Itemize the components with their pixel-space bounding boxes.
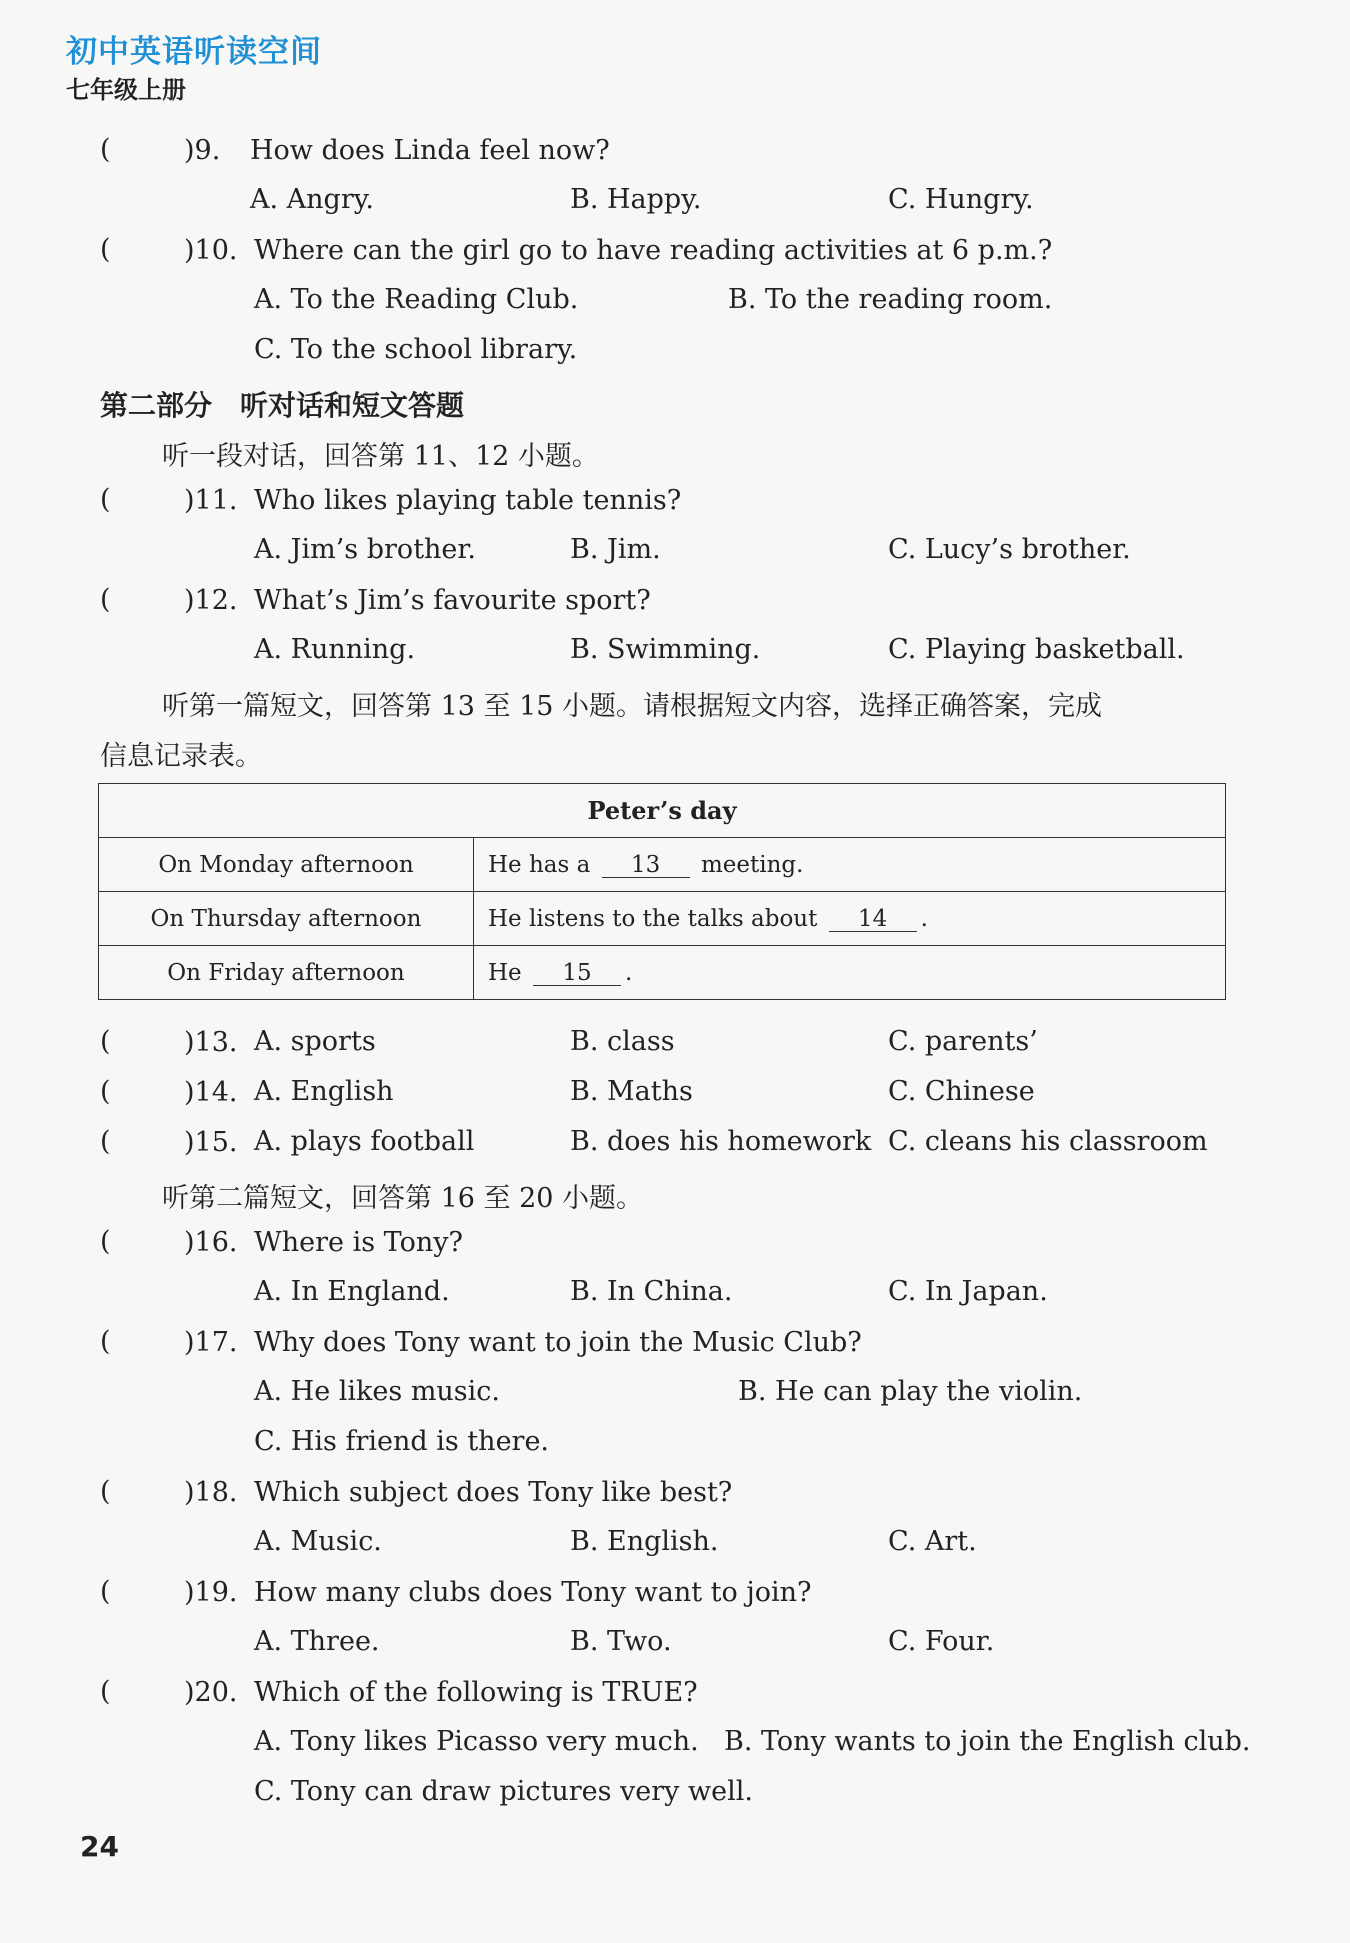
question-text: Where is Tony? xyxy=(254,1227,463,1258)
question-text: Why does Tony want to join the Music Club? xyxy=(254,1327,862,1358)
instruction: 听第一篇短文，回答第 13 至 15 小题。请根据短文内容，选择正确答案，完成 xyxy=(162,691,1103,722)
option-b: B. Two. xyxy=(570,1626,672,1657)
answer-paren[interactable]: ( xyxy=(100,1576,111,1607)
table-row xyxy=(99,946,1226,1000)
question-number: )19. xyxy=(184,1577,238,1608)
option-c: C. Playing basketball. xyxy=(888,634,1185,665)
answer-paren[interactable]: ( xyxy=(100,584,111,615)
table-time: On Thursday afternoon xyxy=(99,892,474,946)
book-subtitle: 七年级上册 xyxy=(66,75,186,104)
option-c: C. Lucy’s brother. xyxy=(888,534,1131,565)
option-c: C. parents’ xyxy=(888,1026,1038,1057)
option-c: C. Tony can draw pictures very well. xyxy=(254,1776,753,1807)
question-text: Who likes playing table tennis? xyxy=(254,485,682,516)
question-number: )15. xyxy=(184,1127,238,1158)
question-number: )12. xyxy=(184,585,238,616)
answer-paren[interactable]: ( xyxy=(100,1476,111,1507)
option-b: B. He can play the violin. xyxy=(738,1376,1083,1407)
table-row xyxy=(99,892,1226,946)
answer-paren[interactable]: ( xyxy=(100,1676,111,1707)
question-text: Which of the following is TRUE? xyxy=(254,1677,698,1708)
option-a: A. Three. xyxy=(254,1626,380,1657)
option-a: A. Music. xyxy=(254,1526,382,1557)
option-c: C. Four. xyxy=(888,1626,995,1657)
detail-text: meeting. xyxy=(700,851,804,878)
option-a: A. Jim’s brother. xyxy=(254,534,476,565)
instruction: 听第二篇短文，回答第 16 至 20 小题。 xyxy=(162,1183,644,1214)
answer-paren[interactable]: ( xyxy=(100,484,111,515)
answer-blank[interactable]: 15 xyxy=(533,961,621,986)
option-b: B. English. xyxy=(570,1526,719,1557)
option-b: B. Maths xyxy=(570,1076,693,1107)
page-number: 24 xyxy=(80,1830,119,1863)
option-a: A. He likes music. xyxy=(254,1376,501,1407)
question-text: Which subject does Tony like best? xyxy=(254,1477,733,1508)
table-title: Peter’s day xyxy=(99,784,1226,838)
table-time: On Friday afternoon xyxy=(99,946,474,1000)
option-c: C. Hungry. xyxy=(888,184,1034,215)
question-number: )13. xyxy=(184,1027,238,1058)
option-b: B. class xyxy=(570,1026,675,1057)
option-b: B. Tony wants to join the English club. xyxy=(724,1726,1251,1757)
detail-text: He xyxy=(488,959,522,986)
question-text: Where can the girl go to have reading activities at 6 p.m.? xyxy=(254,235,1053,266)
answer-paren[interactable]: ( xyxy=(100,234,111,265)
detail-text: . xyxy=(624,959,633,986)
option-a: A. In England. xyxy=(254,1276,450,1307)
option-b: B. Swimming. xyxy=(570,634,761,665)
option-a: A. Angry. xyxy=(250,184,374,215)
question-number: )9. xyxy=(184,135,221,166)
answer-paren[interactable]: ( xyxy=(100,1026,111,1057)
question-number: )16. xyxy=(184,1227,238,1258)
question-number: )17. xyxy=(184,1327,238,1358)
option-b: B. In China. xyxy=(570,1276,733,1307)
answer-paren[interactable]: ( xyxy=(100,1126,111,1157)
option-c: C. cleans his classroom xyxy=(888,1126,1208,1157)
detail-text: He listens to the talks about xyxy=(488,905,818,932)
answer-blank[interactable]: 14 xyxy=(829,907,917,932)
question-number: )18. xyxy=(184,1477,238,1508)
detail-text: He has a xyxy=(488,851,591,878)
section-heading: 第二部分 听对话和短文答题 xyxy=(100,389,465,422)
option-c: C. To the school library. xyxy=(254,334,578,365)
option-b: B. To the reading room. xyxy=(728,284,1053,315)
option-b: B. does his homework xyxy=(570,1126,872,1157)
question-text: How many clubs does Tony want to join? xyxy=(254,1577,812,1608)
answer-paren[interactable]: ( xyxy=(100,1226,111,1257)
question-text: What’s Jim’s favourite sport? xyxy=(254,585,651,616)
option-a: A. To the Reading Club. xyxy=(254,284,579,315)
instruction: 听一段对话，回答第 11、12 小题。 xyxy=(162,441,599,472)
option-c: C. Art. xyxy=(888,1526,977,1557)
option-a: A. sports xyxy=(254,1026,376,1057)
answer-paren[interactable]: ( xyxy=(100,134,111,165)
option-b: B. Happy. xyxy=(570,184,702,215)
answer-paren[interactable]: ( xyxy=(100,1076,111,1107)
option-c: C. In Japan. xyxy=(888,1276,1048,1307)
question-number: )20. xyxy=(184,1677,238,1708)
table-detail xyxy=(474,892,1226,946)
instruction: 信息记录表。 xyxy=(100,741,262,772)
option-a: A. Tony likes Picasso very much. xyxy=(254,1726,699,1757)
option-c: C. His friend is there. xyxy=(254,1426,550,1457)
question-text: How does Linda feel now? xyxy=(250,135,610,166)
info-table xyxy=(98,783,1226,1000)
table-detail xyxy=(474,838,1226,892)
option-a: A. plays football xyxy=(254,1126,475,1157)
answer-blank[interactable]: 13 xyxy=(602,853,690,878)
question-number: )11. xyxy=(184,485,238,516)
table-row xyxy=(99,838,1226,892)
book-title: 初中英语听读空间 xyxy=(66,34,322,70)
option-a: A. Running. xyxy=(254,634,416,665)
answer-paren[interactable]: ( xyxy=(100,1326,111,1357)
question-number: )10. xyxy=(184,235,238,266)
option-c: C. Chinese xyxy=(888,1076,1035,1107)
table-detail xyxy=(474,946,1226,1000)
table-time: On Monday afternoon xyxy=(99,838,474,892)
question-number: )14. xyxy=(184,1077,238,1108)
option-a: A. English xyxy=(254,1076,394,1107)
detail-text: . xyxy=(920,905,928,932)
option-b: B. Jim. xyxy=(570,534,661,565)
